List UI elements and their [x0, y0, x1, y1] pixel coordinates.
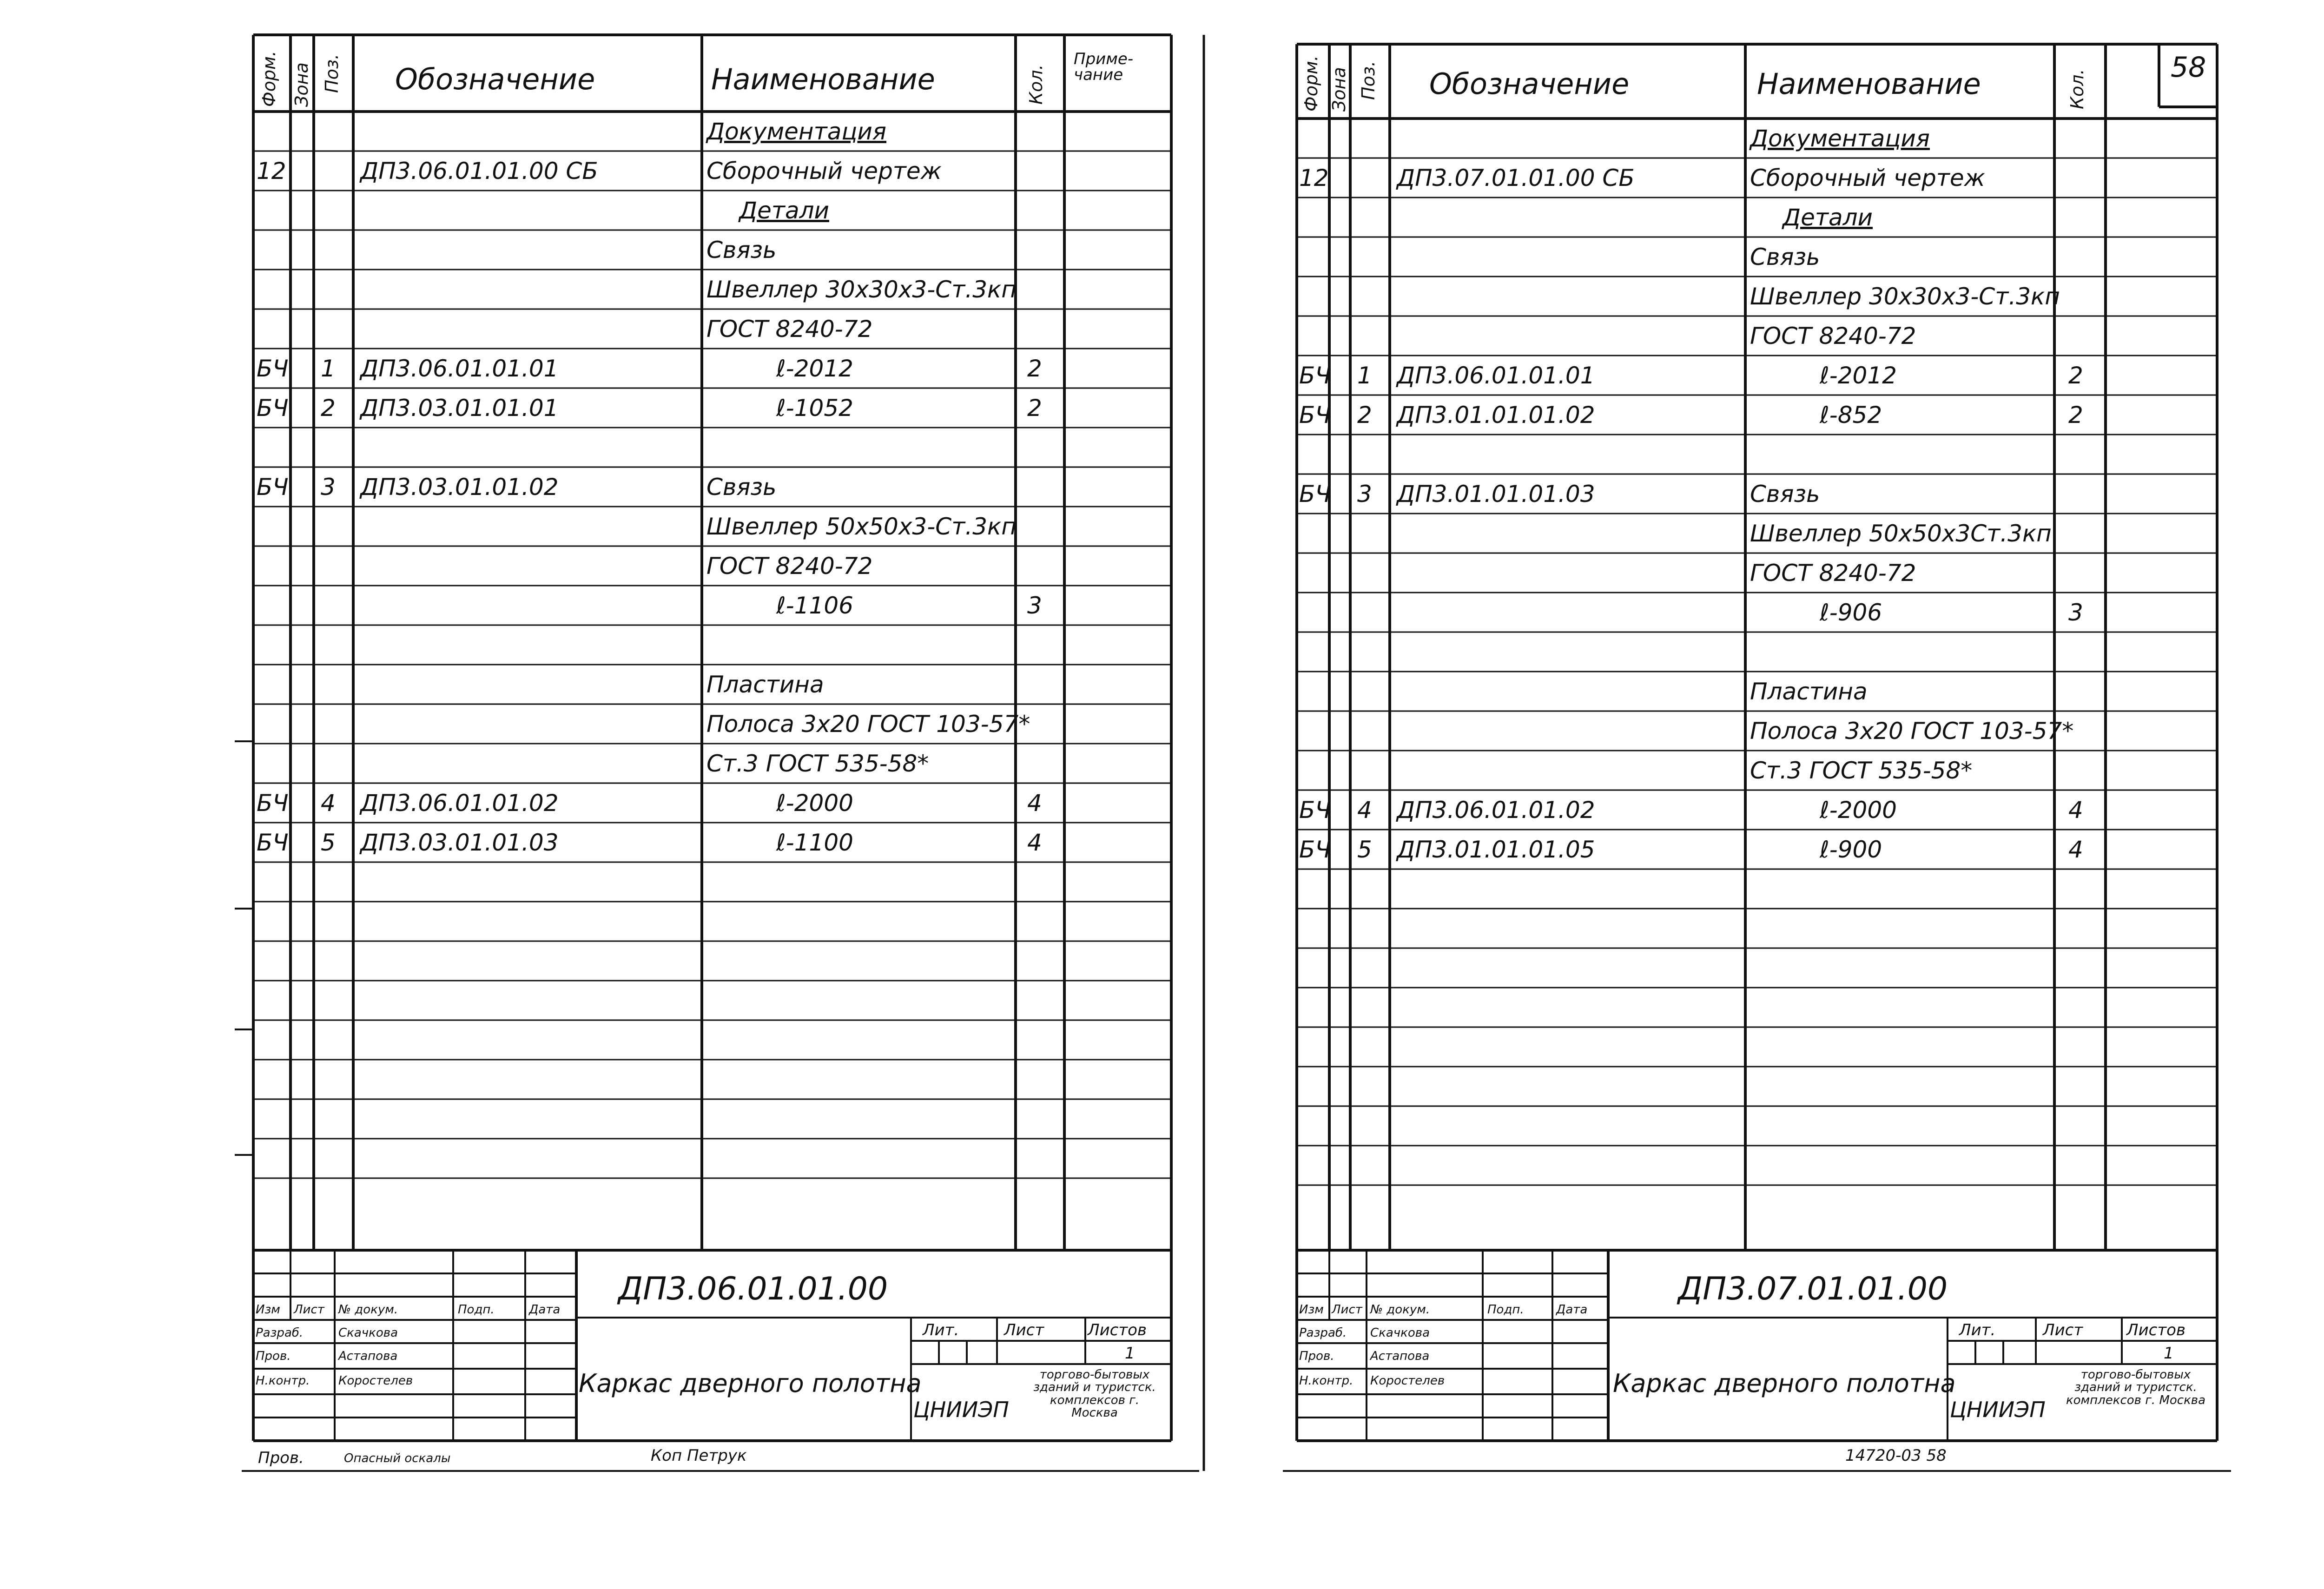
row-qty: 4	[2068, 836, 2083, 863]
row-name: ℓ-2012	[776, 355, 853, 382]
row-name: ℓ-906	[1820, 599, 1882, 626]
left-org-note: торгово-бытовых зданий и туристск. комплексов г. Москва	[1033, 1368, 1156, 1420]
row-name: ℓ-1100	[776, 829, 853, 856]
right-role-prov: Пров.	[1299, 1349, 1334, 1363]
right-org: ЦНИИЭП	[1950, 1397, 2046, 1422]
row-form: БЧ	[1299, 362, 1331, 389]
left-col-sign: Подп.	[458, 1303, 495, 1317]
row-qty: 4	[1027, 829, 1042, 856]
row-name: Швеллер 30х30х3-Ст.3кп	[1750, 283, 2060, 310]
row-pos: 1	[1357, 362, 1372, 389]
header-designation: Обозначение	[1429, 67, 1630, 101]
header-name: Наименование	[1757, 67, 1981, 101]
row-designation: ДП3.03.01.01.03	[360, 829, 559, 856]
left-role-razrab: Разраб.	[256, 1326, 304, 1340]
left-lit: Лит.	[923, 1321, 959, 1339]
row-name: Документация	[1750, 125, 1930, 152]
right-listov-value: 1	[2164, 1344, 2174, 1363]
row-qty: 2	[2068, 402, 2083, 429]
header-zona: Зона	[291, 62, 312, 107]
left-name-prov: Астапова	[338, 1349, 398, 1363]
sheet-number: 58	[2171, 51, 2206, 84]
row-qty: 4	[1027, 790, 1042, 817]
left-col-list: Лист	[294, 1303, 324, 1317]
right-name-prov: Астапова	[1370, 1349, 1430, 1363]
row-name: ГОСТ 8240-72	[1750, 323, 1916, 349]
right-org-note: торгово-бытовых зданий и туристск. комплексов г. Москва	[2066, 1368, 2206, 1407]
header-designation: Обозначение	[395, 62, 595, 96]
row-designation: ДП3.01.01.01.05	[1397, 836, 1595, 863]
right-col-list: Лист	[1332, 1303, 1362, 1317]
row-designation: ДП3.06.01.01.01	[1397, 362, 1595, 389]
row-designation: ДП3.03.01.01.01	[360, 395, 559, 422]
header-qty: Кол.	[2067, 69, 2087, 109]
row-form: БЧ	[257, 829, 289, 856]
row-pos: 2	[321, 395, 336, 422]
row-name: Связь	[706, 474, 777, 501]
right-title: Каркас дверного полотна	[1613, 1369, 1956, 1398]
row-designation: ДП3.01.01.01.03	[1397, 481, 1595, 508]
row-name: Швеллер 50х50х3-Ст.3кп	[706, 513, 1017, 540]
header-pos: Поз.	[322, 53, 342, 93]
left-listov-value: 1	[1125, 1344, 1135, 1363]
row-pos: 4	[1357, 797, 1372, 824]
right-footer-code: 14720-03 58	[1845, 1446, 1947, 1465]
row-designation: ДП3.06.01.01.00 СБ	[360, 158, 598, 185]
header-form: Форм.	[1301, 55, 1321, 112]
center-divider	[1199, 0, 1208, 1589]
right-col-doc: № докум.	[1370, 1303, 1430, 1317]
row-name: ℓ-1052	[776, 395, 853, 422]
row-qty: 2	[1027, 355, 1042, 382]
row-pos: 4	[321, 790, 336, 817]
row-name: Полоса 3х20 ГОСТ 103-57*	[1750, 718, 2074, 745]
left-name-razrab: Скачкова	[338, 1326, 398, 1340]
row-qty: 2	[2068, 362, 2083, 389]
row-name: Пластина	[1750, 678, 1868, 705]
right-name-razrab: Скачкова	[1370, 1326, 1430, 1340]
row-name: Детали	[1783, 204, 1873, 231]
header-name: Наименование	[711, 62, 935, 96]
row-form: БЧ	[257, 474, 289, 501]
row-qty: 3	[2068, 599, 2083, 626]
right-role-razrab: Разраб.	[1299, 1326, 1347, 1340]
left-org: ЦНИИЭП	[913, 1397, 1009, 1422]
row-designation: ДП3.06.01.01.02	[1397, 797, 1595, 824]
right-list: Лист	[2043, 1321, 2083, 1339]
left-footer-sign: Опасный оскалы	[344, 1451, 451, 1465]
row-designation: ДП3.06.01.01.01	[360, 355, 559, 382]
row-form: БЧ	[1299, 402, 1331, 429]
row-pos: 3	[321, 474, 336, 501]
row-pos: 1	[321, 355, 336, 382]
row-designation: ДП3.06.01.01.02	[360, 790, 559, 817]
row-designation: ДП3.01.01.01.02	[1397, 402, 1595, 429]
header-qty: Кол.	[1026, 64, 1046, 105]
row-form: БЧ	[1299, 797, 1331, 824]
left-list: Лист	[1004, 1321, 1044, 1339]
right-col-sign: Подп.	[1487, 1303, 1524, 1317]
left-footer-prov: Пров.	[258, 1449, 304, 1467]
right-sheet	[1274, 0, 2324, 1589]
header-note: Приме- чание	[1074, 50, 1134, 84]
right-col-izm: Изм	[1299, 1303, 1324, 1317]
row-name: Документация	[706, 118, 886, 145]
row-name: ГОСТ 8240-72	[706, 553, 873, 580]
row-name: Детали	[739, 197, 830, 224]
row-name: Швеллер 50х50х3Ст.3кп	[1750, 520, 2052, 547]
row-pos: 2	[1357, 402, 1372, 429]
row-name: ГОСТ 8240-72	[706, 316, 873, 343]
header-zona: Зона	[1329, 67, 1349, 112]
left-role-nkontr: Н.контр.	[256, 1374, 310, 1388]
left-col-izm: Изм	[256, 1303, 280, 1317]
row-designation: ДП3.07.01.01.00 СБ	[1397, 165, 1635, 191]
left-footer-center: Коп Петрук	[651, 1446, 747, 1465]
left-col-date: Дата	[529, 1303, 561, 1317]
row-form: 12	[257, 158, 286, 185]
left-role-prov: Пров.	[256, 1349, 291, 1363]
row-name: ГОСТ 8240-72	[1750, 560, 1916, 587]
row-pos: 3	[1357, 481, 1372, 508]
row-qty: 4	[2068, 797, 2083, 824]
right-lit: Лит.	[1959, 1321, 1996, 1339]
row-name: Ст.3 ГОСТ 535-58*	[1750, 757, 1973, 784]
row-name: Связь	[1750, 481, 1820, 508]
left-listov: Листов	[1088, 1321, 1147, 1339]
row-form: БЧ	[1299, 836, 1331, 863]
row-form: БЧ	[1299, 481, 1331, 508]
right-name-nkontr: Коростелев	[1370, 1374, 1445, 1388]
row-qty: 2	[1027, 395, 1042, 422]
row-pos: 5	[1357, 836, 1372, 863]
header-form: Форм.	[259, 51, 279, 107]
left-col-doc: № докум.	[338, 1303, 398, 1317]
row-name: ℓ-2012	[1820, 362, 1897, 389]
row-name: Связь	[1750, 244, 1820, 270]
row-name: ℓ-2000	[1820, 797, 1897, 824]
row-name: Пластина	[706, 671, 824, 698]
row-designation: ДП3.03.01.01.02	[360, 474, 559, 501]
row-name: Швеллер 30х30х3-Ст.3кп	[706, 276, 1017, 303]
row-form: 12	[1299, 165, 1329, 191]
row-form: БЧ	[257, 395, 289, 422]
row-name: ℓ-852	[1820, 402, 1882, 429]
left-name-nkontr: Коростелев	[338, 1374, 413, 1388]
right-listov: Листов	[2126, 1321, 2186, 1339]
row-name: ℓ-900	[1820, 836, 1882, 863]
header-pos: Поз.	[1358, 60, 1379, 100]
row-name: Полоса 3х20 ГОСТ 103-57*	[706, 711, 1030, 738]
row-name: Связь	[706, 237, 777, 264]
row-qty: 3	[1027, 592, 1042, 619]
row-name: ℓ-2000	[776, 790, 853, 817]
row-name: Ст.3 ГОСТ 535-58*	[706, 750, 929, 777]
row-pos: 5	[321, 829, 336, 856]
row-form: БЧ	[257, 355, 289, 382]
row-name: Сборочный чертеж	[1750, 165, 1985, 191]
row-name: Сборочный чертеж	[706, 158, 942, 185]
right-doc-code: ДП3.07.01.01.00	[1678, 1271, 1948, 1307]
left-doc-code: ДП3.06.01.01.00	[618, 1271, 888, 1307]
row-form: БЧ	[257, 790, 289, 817]
left-title: Каркас дверного полотна	[579, 1369, 922, 1398]
right-role-nkontr: Н.контр.	[1299, 1374, 1353, 1388]
right-col-date: Дата	[1556, 1303, 1588, 1317]
row-name: ℓ-1106	[776, 592, 853, 619]
